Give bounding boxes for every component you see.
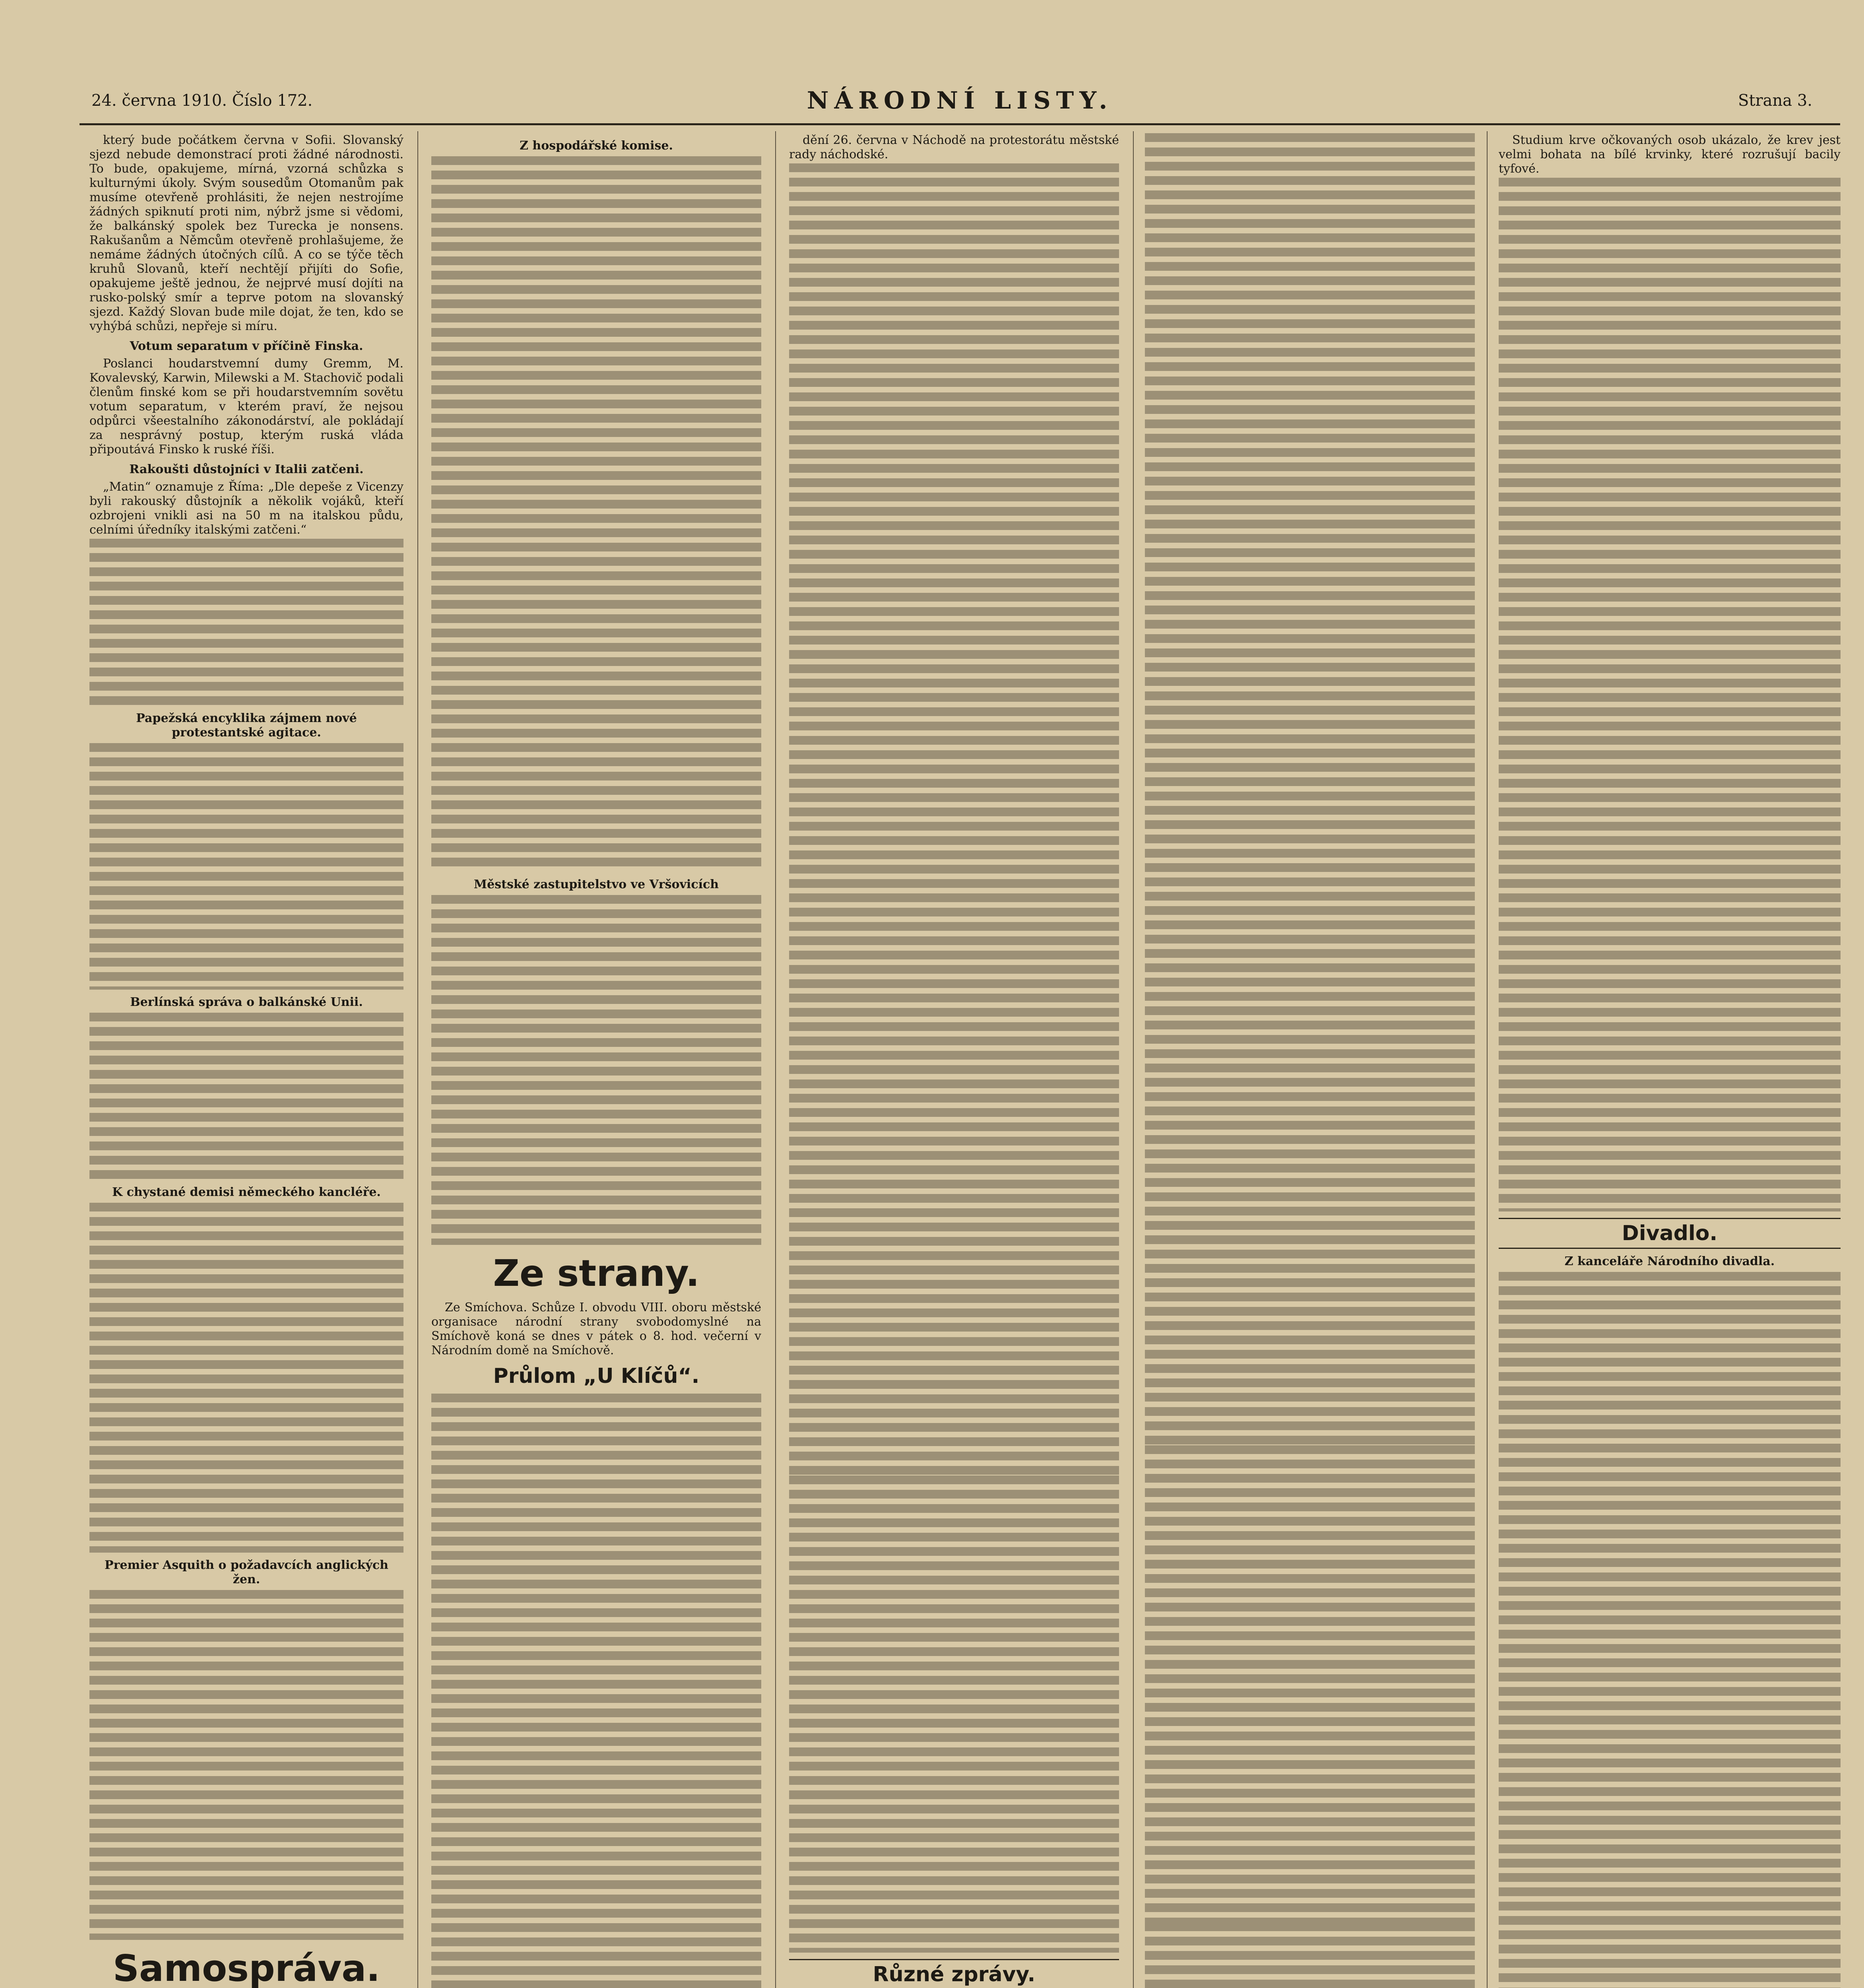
column-1 bbox=[89, 133, 403, 1988]
lead-paragraph: který bude počátkem června v Sofii. Slovanský sjezd nebude demonstrací proti žádné národnosti. To bude, opakujeme, mírná, vzorná schůzka s kulturnými úkoly. Svým sousedům Otomanům pak musíme otevřeně prohlásiti, že nejen nestrojíme žádných spiknutí proti nim, nýbrž jsme si vědomi, že balkánský spolek bez Turecka je nonsens. Rakušanům a Němcům otevřeně prohlašujeme, že nemáme žádných útočných cílů. A co se týče těch kruhů Slovanů, kteří nechtějí přijíti do Sofie, opakujeme ještě jednou, že nejprvé musí dojíti na rusko-polský smír a teprve potom na slovanský sjezd. Každý Slovan bude mile dojat, že ten, kdo se vyhýbá schůzi, nepřeje si míru. bbox=[89, 133, 403, 333]
text-block bbox=[89, 1590, 403, 1940]
text-block bbox=[89, 1013, 403, 1180]
article-title-prulom: Průlom „U Klíčů“. bbox=[493, 1364, 700, 1388]
text-block bbox=[789, 163, 1119, 1475]
text-block bbox=[431, 1394, 761, 1988]
section-heading: Papežská encyklika zájmem nové protestantské agitace. bbox=[136, 711, 357, 740]
article-paragraph: Poslanci houdarstvemní dumy Gremm, M. Kovalevský, Karwin, Milewski a M. Stachovič podali členům finské kom se při houdarstvemním sovětu votum separatum, v kterém praví, že nejsou odpůrci všeestalního zákonodárství, ale pokládají za nesprávný postup, kterým ruská vláda připoutává Finsko k ruské říši. bbox=[89, 357, 403, 456]
issue-date: 24. června 1910. Číslo 172. bbox=[91, 91, 313, 110]
text-block bbox=[789, 1475, 1119, 1953]
text-block bbox=[431, 156, 761, 872]
column-divider bbox=[417, 131, 418, 1988]
section-title-ze-strany: Ze strany. bbox=[493, 1252, 700, 1295]
text-block bbox=[89, 539, 403, 706]
text-block bbox=[1499, 1272, 1841, 1988]
text-block bbox=[1145, 133, 1475, 1445]
column-divider bbox=[775, 131, 776, 1988]
column-3 bbox=[789, 133, 1119, 1988]
article-paragraph: „Matin“ oznamuje z Říma: „Dle depeše z Vicenzy byli rakouský důstojník a několik vojáků, kteří ozbrojeni vnikli asi na 50 m na italskou půdu, celními úředníky italskými zatčeni.“ bbox=[89, 480, 403, 537]
section-heading: Rakoušti důstojníci v Italii zatčeni. bbox=[129, 462, 364, 476]
section-heading: Premier Asquith o požadavcích anglických žen. bbox=[105, 1558, 388, 1586]
text-block bbox=[1145, 1445, 1475, 1922]
section-heading: K chystané demisi německého kancléře. bbox=[112, 1185, 381, 1199]
section-heading: Votum separatum v příčině Finska. bbox=[130, 339, 363, 353]
lead-paragraph: Studium krve očkovaných osob ukázalo, že krev jest velmi bohata na bílé krvinky, které rozrušují bacily tyfové. bbox=[1499, 133, 1841, 176]
column-divider bbox=[1133, 131, 1134, 1988]
section-title-ruzne-zpravy: Různé zprávy. bbox=[789, 1959, 1119, 1988]
section-heading: Městské zastupitelstvo ve Vršovicích bbox=[473, 878, 719, 891]
section-title-divadlo: Divadlo. bbox=[1499, 1218, 1841, 1249]
section-heading: Berlínská správa o balkánské Unii. bbox=[130, 995, 363, 1009]
header-rule bbox=[80, 123, 1840, 125]
text-block bbox=[89, 743, 403, 990]
lead-paragraph: dění 26. června v Náchodě na protestorátu městské rady náchodské. bbox=[789, 133, 1119, 161]
text-block bbox=[89, 1203, 403, 1553]
section-title-samosprava: Samospráva. bbox=[112, 1947, 380, 1988]
section-heading: Z hospodářské komise. bbox=[520, 139, 673, 153]
text-block bbox=[1145, 1922, 1475, 1988]
text-block bbox=[431, 895, 761, 1245]
masthead-title: NÁRODNÍ LISTY. bbox=[807, 87, 1113, 115]
text-block bbox=[1499, 178, 1841, 1211]
column-2 bbox=[431, 133, 761, 1988]
column-5 bbox=[1499, 133, 1841, 1988]
section-heading: Z kanceláře Národního divadla. bbox=[1564, 1254, 1775, 1268]
article-paragraph: Ze Smíchova. Schůze I. obvodu VIII. oboru městské organisace národní strany svobodomyslné na Smíchově koná se dnes v pátek o 8. hod. večerní v Národním domě na Smíchově. bbox=[431, 1301, 761, 1357]
column-divider bbox=[1487, 131, 1488, 1988]
page-header bbox=[91, 83, 1828, 119]
column-4 bbox=[1145, 133, 1475, 1988]
page-number: Strana 3. bbox=[1738, 91, 1812, 110]
